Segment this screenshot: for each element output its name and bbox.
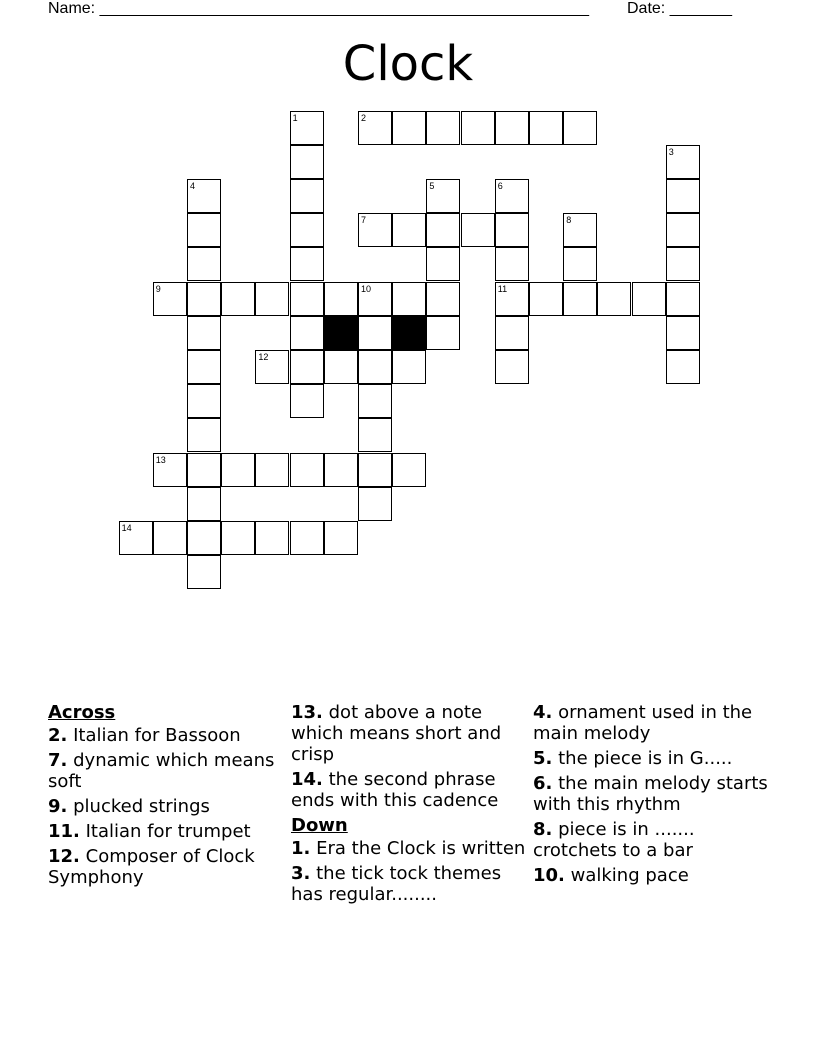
clue-number: 1. [291, 838, 311, 859]
cell-number: 13 [155, 454, 166, 465]
grid-cell[interactable] [666, 282, 700, 316]
clue-text: the tick tock themes has regular........ [291, 863, 502, 905]
grid-cell[interactable] [187, 453, 221, 487]
grid-cell[interactable] [290, 179, 324, 213]
clue-number: 8. [533, 819, 553, 840]
grid-cell[interactable] [153, 521, 187, 555]
puzzle-title: Clock [342, 36, 474, 92]
grid-block [392, 316, 426, 350]
clue-text: the main melody starts with this rhythm [533, 773, 768, 815]
grid-cell[interactable] [358, 350, 392, 384]
grid-cell[interactable] [255, 521, 289, 555]
grid-cell[interactable] [392, 282, 426, 316]
clue-number: 2. [48, 725, 68, 746]
clue-number: 12. [48, 846, 80, 867]
clue-across-14 [291, 769, 527, 811]
grid-cell[interactable] [187, 247, 221, 281]
grid-cell[interactable] [153, 282, 187, 316]
grid-cell[interactable] [426, 111, 460, 145]
grid-cell[interactable] [290, 384, 324, 418]
cell-number: 10 [361, 283, 372, 294]
grid-cell[interactable] [290, 316, 324, 350]
grid-cell[interactable] [324, 453, 358, 487]
clue-text: Italian for Bassoon [73, 725, 241, 746]
grid-cell[interactable] [324, 282, 358, 316]
clue-text: the second phrase ends with this cadence [291, 769, 499, 811]
clue-number: 5. [533, 748, 553, 769]
clue-text: Italian for trumpet [85, 821, 251, 842]
clue-down-6 [533, 773, 773, 815]
grid-cell[interactable] [290, 111, 324, 145]
grid-cell[interactable] [324, 521, 358, 555]
cell-number: 4 [190, 181, 196, 191]
grid-cell[interactable] [563, 213, 597, 247]
grid-cell[interactable] [563, 111, 597, 145]
clue-across-11 [48, 821, 284, 842]
cell-number: 8 [566, 215, 572, 226]
clues-column-2 [291, 702, 527, 909]
grid-cell[interactable] [426, 179, 460, 213]
grid-cell[interactable] [187, 384, 221, 418]
clue-text: Composer of Clock Symphony [48, 846, 255, 888]
grid-cell[interactable] [461, 213, 495, 247]
clue-text: plucked strings [73, 796, 210, 817]
clue-number: 9. [48, 796, 68, 817]
grid-cell[interactable] [290, 350, 324, 384]
grid-cell[interactable] [187, 316, 221, 350]
grid-cell[interactable] [563, 247, 597, 281]
grid-cell[interactable] [597, 282, 631, 316]
grid-cell[interactable] [290, 145, 324, 179]
grid-cell[interactable] [495, 282, 529, 316]
grid-cell[interactable] [495, 179, 529, 213]
cell-number: 12 [258, 352, 269, 362]
grid-cell[interactable] [666, 145, 700, 179]
clue-across-9 [48, 796, 284, 817]
across-heading: Across [48, 702, 116, 723]
grid-cell[interactable] [666, 179, 700, 213]
grid-cell[interactable] [358, 282, 392, 316]
clue-number: 14. [291, 769, 323, 790]
clue-across-7 [48, 750, 284, 792]
grid-cell[interactable] [666, 247, 700, 281]
clue-across-13 [291, 702, 527, 765]
grid-cell[interactable] [358, 453, 392, 487]
grid-cell[interactable] [666, 350, 700, 384]
date-field[interactable]: Date: _______ [627, 0, 732, 17]
clue-text: dynamic which means soft [48, 750, 275, 792]
grid-cell[interactable] [426, 213, 460, 247]
grid-cell[interactable] [632, 282, 666, 316]
grid-cell[interactable] [358, 418, 392, 452]
grid-cell[interactable] [495, 111, 529, 145]
clue-across-12 [48, 846, 284, 888]
grid-cell[interactable] [495, 247, 529, 281]
grid-block [324, 316, 358, 350]
grid-cell[interactable] [358, 111, 392, 145]
grid-cell[interactable] [358, 487, 392, 521]
grid-cell[interactable] [187, 521, 221, 555]
grid-cell[interactable] [290, 453, 324, 487]
grid-cell[interactable] [255, 453, 289, 487]
grid-cell[interactable] [358, 213, 392, 247]
cell-number: 3 [668, 146, 674, 157]
clue-text: ornament used in the main melody [533, 702, 753, 744]
clue-text: the piece is in G..... [558, 748, 733, 769]
grid-cell[interactable] [495, 213, 529, 247]
grid-cell[interactable] [290, 213, 324, 247]
grid-cell[interactable] [666, 316, 700, 350]
grid-cell[interactable] [119, 521, 153, 555]
cell-number: 5 [429, 181, 435, 191]
grid-cell[interactable] [529, 111, 563, 145]
grid-cell[interactable] [495, 316, 529, 350]
cell-number: 7 [361, 215, 367, 226]
clue-down-10 [533, 865, 773, 886]
grid-cell[interactable] [392, 350, 426, 384]
grid-cell[interactable] [290, 282, 324, 316]
clue-number: 13. [291, 702, 323, 723]
grid-cell[interactable] [426, 247, 460, 281]
clue-down-8 [533, 819, 773, 861]
clue-number: 3. [291, 863, 311, 884]
down-heading: Down [291, 815, 348, 836]
grid-cell[interactable] [392, 213, 426, 247]
grid-cell[interactable] [426, 282, 460, 316]
grid-cell[interactable] [187, 213, 221, 247]
clue-number: 10. [533, 865, 565, 886]
cell-number: 6 [497, 181, 503, 191]
clue-down-1 [291, 838, 527, 859]
grid-cell[interactable] [221, 521, 255, 555]
grid-cell[interactable] [358, 384, 392, 418]
name-field[interactable]: Name: _______________________________________________________ [48, 0, 589, 17]
grid-cell[interactable] [290, 247, 324, 281]
clue-text: piece is in ....... crotchets to a bar [533, 819, 695, 861]
grid-cell[interactable] [666, 213, 700, 247]
clue-down-5 [533, 748, 773, 769]
grid-cell[interactable] [358, 316, 392, 350]
cell-number: 2 [361, 112, 367, 123]
grid-cell[interactable] [392, 453, 426, 487]
grid-cell[interactable] [461, 111, 495, 145]
grid-cell[interactable] [187, 282, 221, 316]
grid-cell[interactable] [290, 521, 324, 555]
clue-text: walking pace [570, 865, 689, 886]
clue-number: 7. [48, 750, 68, 771]
grid-cell[interactable] [187, 179, 221, 213]
grid-cell[interactable] [529, 282, 563, 316]
grid-cell[interactable] [255, 282, 289, 316]
grid-cell[interactable] [426, 316, 460, 350]
clue-down-4 [533, 702, 773, 744]
clues-column-1 [48, 702, 284, 892]
clue-number: 11. [48, 821, 80, 842]
grid-cell[interactable] [563, 282, 597, 316]
clue-text: Era the Clock is written [316, 838, 526, 859]
grid-cell[interactable] [324, 350, 358, 384]
grid-cell[interactable] [221, 282, 255, 316]
clues-column-3 [533, 702, 773, 890]
grid-cell[interactable] [187, 418, 221, 452]
cell-number: 9 [155, 283, 161, 294]
clue-across-2 [48, 725, 284, 746]
grid-cell[interactable] [187, 487, 221, 521]
grid-cell[interactable] [495, 350, 529, 384]
grid-cell[interactable] [221, 453, 255, 487]
cell-number: 1 [292, 112, 298, 123]
grid-cell[interactable] [187, 350, 221, 384]
grid-cell[interactable] [255, 350, 289, 384]
cell-number: 14 [121, 523, 132, 533]
cell-number: 11 [497, 283, 508, 294]
clue-text: dot above a note which means short and crisp [291, 702, 502, 765]
grid-cell[interactable] [153, 453, 187, 487]
clue-down-3 [291, 863, 527, 905]
grid-cell[interactable] [187, 555, 221, 589]
grid-cell[interactable] [392, 111, 426, 145]
clue-number: 4. [533, 702, 553, 723]
clue-number: 6. [533, 773, 553, 794]
